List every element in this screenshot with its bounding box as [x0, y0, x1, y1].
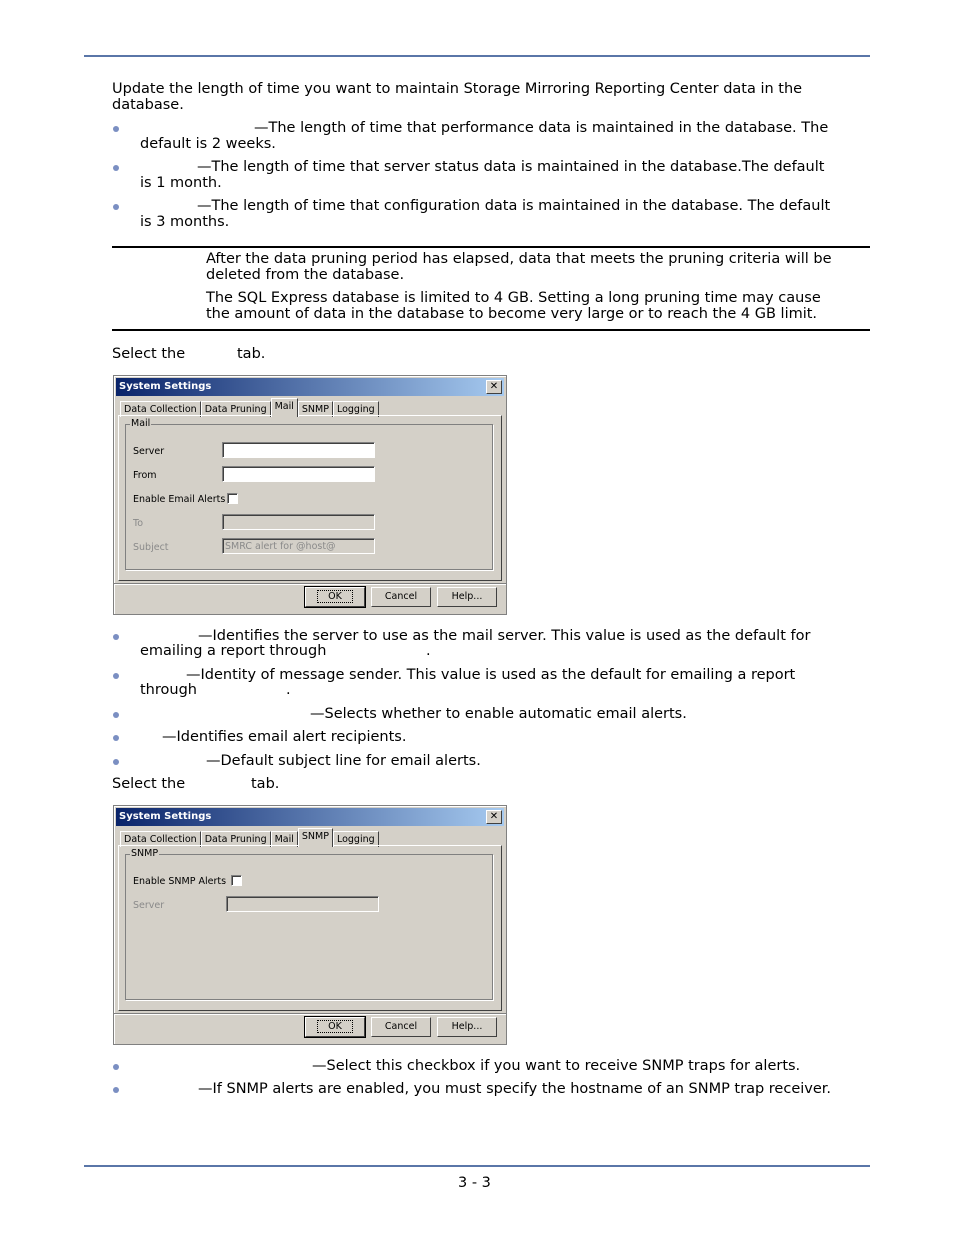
- server-input[interactable]: [222, 442, 375, 458]
- tab-panel: [118, 845, 502, 1011]
- bullet-server-line2: emailing a report through: [140, 643, 327, 659]
- bullet-to: —Identifies email alert recipients.: [162, 729, 407, 745]
- cancel-button[interactable]: Cancel: [371, 1017, 431, 1037]
- select-mail-suffix: tab.: [237, 346, 266, 362]
- bullet-icon: [113, 735, 119, 741]
- bullet-enable-email: —Selects whether to enable automatic email alerts.: [310, 706, 687, 722]
- dialog-titlebar: [116, 808, 504, 826]
- tab-logging[interactable]: Logging: [333, 831, 379, 847]
- bullet-config-line1: —The length of time that configuration data is maintained in the database. The default: [197, 198, 831, 214]
- to-label: To: [133, 518, 144, 529]
- server-label: Server: [133, 446, 165, 457]
- select-snmp-suffix: tab.: [251, 776, 280, 792]
- system-settings-dialog-mail: [113, 375, 507, 615]
- ok-button[interactable]: [305, 587, 365, 607]
- bullet-server-line2-tail: .: [426, 643, 431, 659]
- note-bottom-rule: [112, 329, 870, 331]
- tab-strip: [120, 398, 379, 416]
- bullet-performance-line2: default is 2 weeks.: [140, 136, 276, 152]
- tab-mail[interactable]: Mail: [271, 831, 298, 847]
- group-label: SNMP: [131, 848, 159, 859]
- bullet-icon: [113, 673, 119, 679]
- snmp-groupbox: [125, 848, 493, 1000]
- note-p2-line2: the amount of data in the database to become very large or to reach the 4 GB limit.: [206, 306, 818, 322]
- bullet-icon: [113, 126, 119, 132]
- tab-data-collection[interactable]: Data Collection: [120, 401, 201, 417]
- tab-strip: [120, 828, 379, 846]
- select-mail-prefix: Select the: [112, 346, 186, 362]
- from-label: From: [133, 470, 157, 481]
- footer-rule: [84, 1165, 870, 1167]
- tab-panel: [118, 415, 502, 581]
- subject-label: Subject: [133, 542, 169, 553]
- bullet-icon: [113, 1087, 119, 1093]
- bullet-from-line2: through: [140, 682, 197, 698]
- enable-snmp-alerts-label: Enable SNMP Alerts: [133, 876, 227, 887]
- cancel-button[interactable]: Cancel: [371, 587, 431, 607]
- ok-button-label: OK: [317, 590, 353, 603]
- bullet-performance-line1: —The length of time that performance data is maintained in the database. The: [254, 120, 829, 136]
- tab-data-pruning[interactable]: Data Pruning: [201, 831, 271, 847]
- ok-button[interactable]: [305, 1017, 365, 1037]
- dialog-separator: [114, 583, 506, 584]
- bullet-icon: [113, 165, 119, 171]
- bullet-subject: —Default subject line for email alerts.: [206, 753, 481, 769]
- mail-groupbox: [125, 418, 493, 570]
- dialog-title: System Settings: [119, 811, 212, 822]
- close-icon[interactable]: ✕: [486, 810, 502, 824]
- subject-input[interactable]: SMRC alert for @host@: [222, 538, 375, 554]
- bullet-icon: [113, 1064, 119, 1070]
- dialog-title: System Settings: [119, 381, 212, 392]
- bullet-icon: [113, 204, 119, 210]
- bullet-icon: [113, 712, 119, 718]
- group-label: Mail: [131, 418, 151, 429]
- intro-paragraph: Update the length of time you want to maintain Storage Mirroring Reporting Center data in the database.: [112, 81, 803, 113]
- to-input[interactable]: [222, 514, 375, 530]
- snmp-server-label: Server: [133, 900, 165, 911]
- snmp-server-input[interactable]: [226, 896, 379, 912]
- bullet-icon: [113, 759, 119, 765]
- close-icon[interactable]: ✕: [486, 380, 502, 394]
- bullet-status-line1: —The length of time that server status data is maintained in the database.The default: [197, 159, 825, 175]
- tab-logging[interactable]: Logging: [333, 401, 379, 417]
- note-top-rule: [112, 246, 870, 248]
- bullet-config-line2: is 3 months.: [140, 214, 230, 230]
- bullet-icon: [113, 634, 119, 640]
- bullet-server-line1: —Identifies the server to use as the mail server. This value is used as the default for: [198, 628, 811, 644]
- help-button[interactable]: Help...: [437, 587, 497, 607]
- enable-email-alerts-checkbox[interactable]: [227, 493, 238, 504]
- bullet-snmp-server: —If SNMP alerts are enabled, you must specify the hostname of an SNMP trap receiver.: [198, 1081, 832, 1097]
- tab-data-collection[interactable]: Data Collection: [120, 831, 201, 847]
- from-input[interactable]: [222, 466, 375, 482]
- tab-data-pruning[interactable]: Data Pruning: [201, 401, 271, 417]
- ok-button-label: OK: [317, 1020, 353, 1033]
- dialog-titlebar: [116, 378, 504, 396]
- bullet-from-line2-tail: .: [286, 682, 291, 698]
- help-button[interactable]: Help...: [437, 1017, 497, 1037]
- tab-snmp[interactable]: SNMP: [298, 401, 333, 417]
- bullet-from-line1: —Identity of message sender. This value is used as the default for emailing a report: [186, 667, 796, 683]
- tab-mail[interactable]: Mail: [271, 398, 298, 417]
- header-rule: [84, 55, 870, 57]
- bullet-enable-snmp: —Select this checkbox if you want to receive SNMP traps for alerts.: [312, 1058, 801, 1074]
- select-snmp-prefix: Select the: [112, 776, 186, 792]
- note-p1-line2: deleted from the database.: [206, 267, 405, 283]
- enable-email-alerts-label: Enable Email Alerts: [133, 494, 226, 505]
- bullet-status-line2: is 1 month.: [140, 175, 222, 191]
- dialog-separator: [114, 1013, 506, 1014]
- page-number: 3 - 3: [458, 1175, 491, 1191]
- enable-snmp-alerts-checkbox[interactable]: [231, 875, 242, 886]
- note-p1-line1: After the data pruning period has elapsed, data that meets the pruning criteria will be: [206, 251, 832, 267]
- system-settings-dialog-snmp: [113, 805, 507, 1045]
- tab-snmp[interactable]: SNMP: [298, 828, 333, 847]
- note-p2-line1: The SQL Express database is limited to 4 GB. Setting a long pruning time may cause: [206, 290, 821, 306]
